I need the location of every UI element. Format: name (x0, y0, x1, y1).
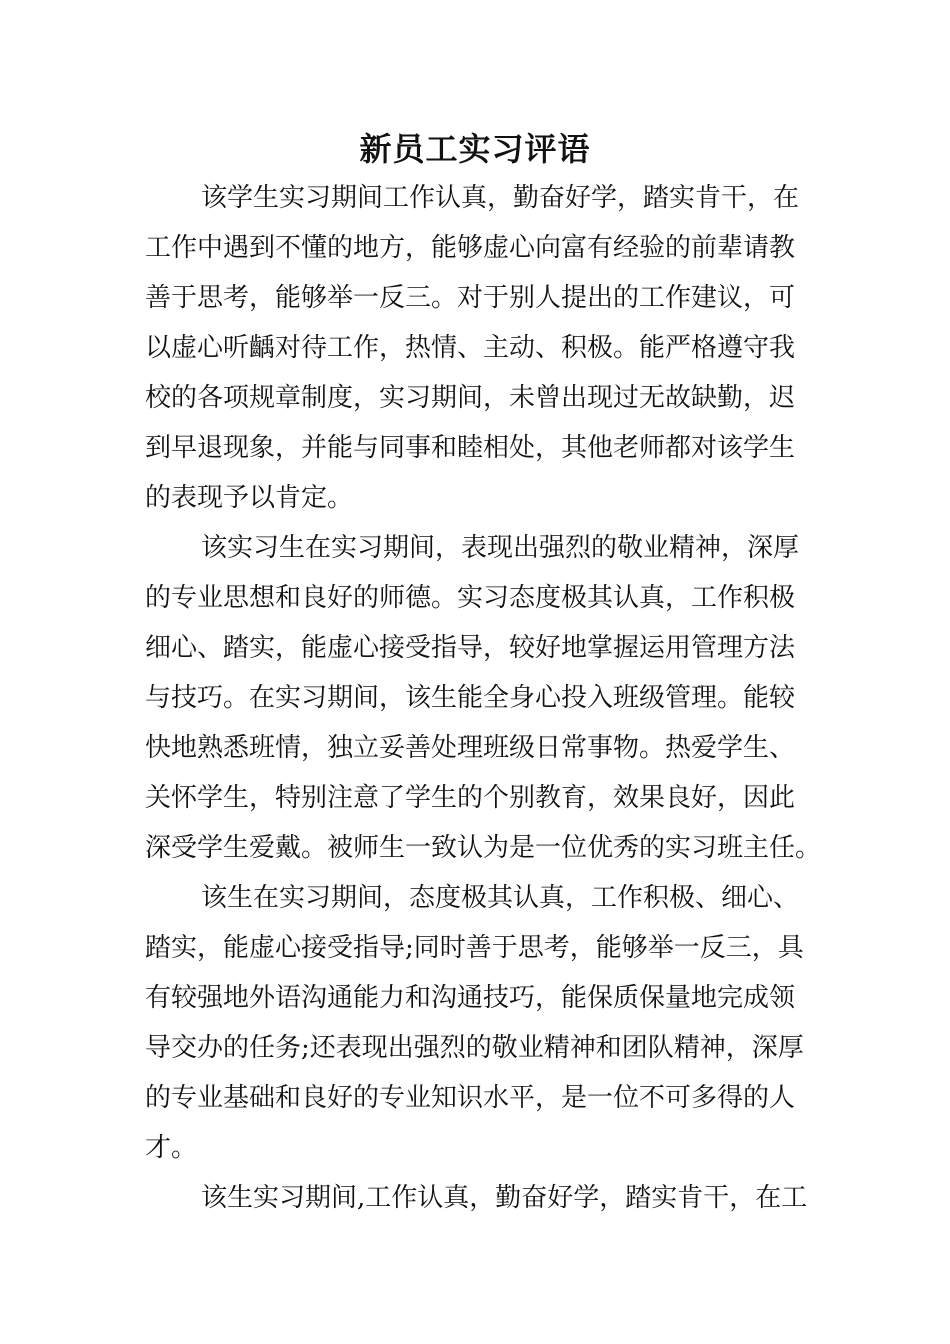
document-body (145, 173, 822, 1223)
text-line: 的专业思想和良好的师德。实习态度极其认真，工作积极 (145, 583, 796, 613)
text-line: 工作中遇到不懂的地方，能够虚心向富有经验的前辈请教 (145, 233, 796, 263)
text-line: 的专业基础和良好的专业知识水平，是一位不可多得的人 (145, 1083, 796, 1113)
text-line: 与技巧。在实习期间，该生能全身心投入班级管理。能较 (145, 683, 796, 713)
text-line: 该生实习期间,工作认真，勤奋好学，踏实肯干，在工 (201, 1183, 808, 1213)
text-line: 有较强地外语沟通能力和沟通技巧，能保质保量地完成领 (145, 983, 796, 1013)
document-title: 新员工实习评语 (359, 130, 591, 168)
text-line: 到早退现象，并能与同事和睦相处，其他老师都对该学生 (145, 433, 796, 463)
text-line: 以虚心听齲对待工作，热情、主动、积极。能严格遵守我 (145, 333, 796, 363)
text-line: 善于思考，能够举一反三。对于别人提出的工作建议，可 (145, 283, 796, 313)
text-line: 校的各项规章制度，实习期间，未曾出现过无故缺勤，迟 (145, 383, 796, 413)
paragraph-4 (145, 1173, 809, 1223)
text-line: 深受学生爱戴。被师生一致认为是一位优秀的实习班主任。 (145, 833, 822, 863)
text-line: 的表现予以肯定。 (145, 483, 354, 513)
paragraph-2 (145, 523, 822, 873)
text-line: 导交办的任务;还表现出强烈的敬业精神和团队精神，深厚 (145, 1033, 804, 1063)
paragraph-1 (145, 173, 809, 523)
text-line: 才。 (145, 1133, 198, 1163)
text-line: 该实习生在实习期间，表现出强烈的敬业精神，深厚 (201, 533, 800, 563)
text-line: 该生在实习期间，态度极其认真，工作积极、细心、 (201, 883, 800, 913)
text-line: 踏实，能虚心接受指导;同时善于思考，能够举一反三，具 (145, 933, 804, 963)
text-line: 细心、踏实，能虚心接受指导，较好地掌握运用管理方法 (145, 633, 796, 663)
text-line: 关怀学生，特别注意了学生的个别教育，效果良好，因此 (145, 783, 796, 813)
text-line: 快地熟悉班情，独立妥善处理班级日常事物。热爱学生、 (145, 733, 796, 763)
text-line: 该学生实习期间工作认真，勤奋好学，踏实肯干，在 (201, 183, 800, 213)
paragraph-3 (145, 873, 809, 1173)
